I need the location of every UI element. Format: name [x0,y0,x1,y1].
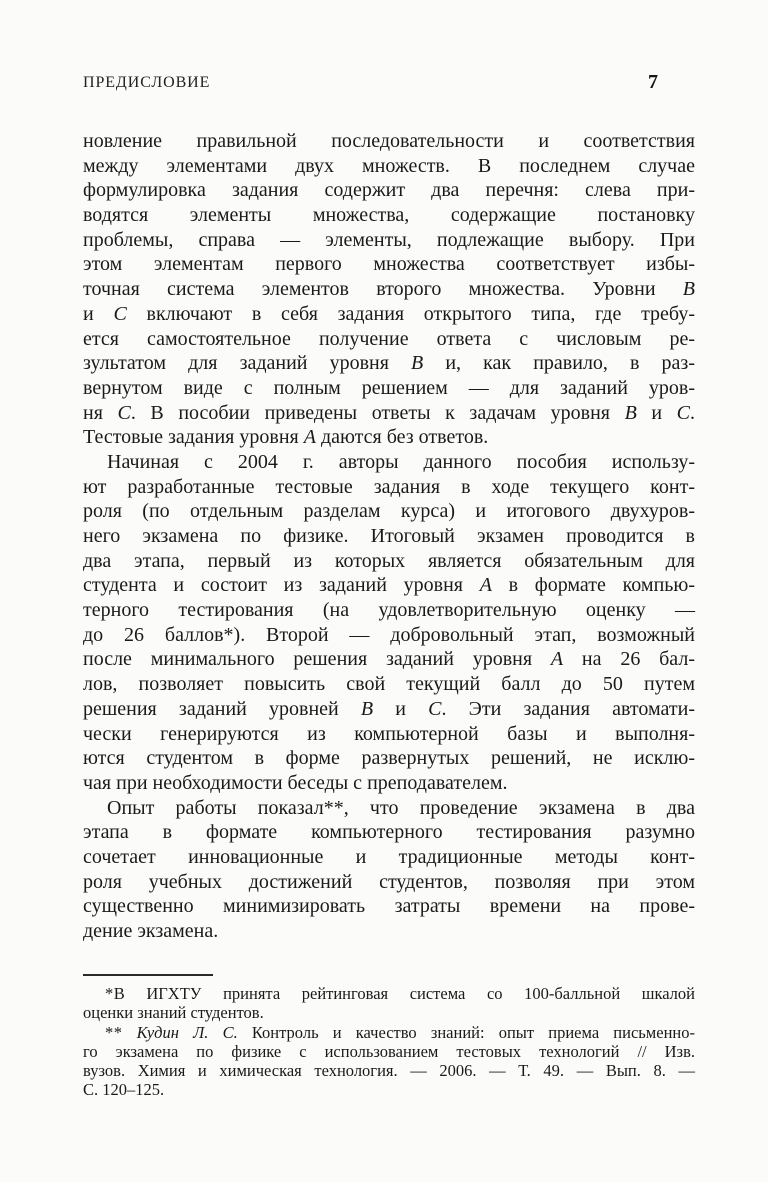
text-line: Опыт работы показал**, что проведение экзамена в два [107,796,695,819]
text-line: оценки знаний студентов. [83,1003,264,1023]
footnote-marker: ** [105,1022,123,1042]
text-line: сочетает инновационные и традиционные методы конт- [83,845,695,868]
text-line: точная система элементов второго множества. Уровни B [83,278,695,301]
text-line: лов, позволяет повысить свой текущий балл до 50 путем [83,673,695,696]
text-line: водятся элементы множества, содержащие постановку [83,204,695,227]
text-line: формулировка задания содержит два перечня: слева при- [83,179,695,202]
text-line: и C включают в себя задания открытого типа, где требу- [83,302,696,325]
footnote-marker: * [105,984,114,1003]
text-line: до 26 баллов*). Второй — добровольный этап, возможный [83,623,695,646]
text-line: го экзамена по физике с использованием тестовых технологий // Изв. [83,1041,695,1061]
text-line: роля (по отдельным разделам курса) и итогового двухуров- [83,500,695,523]
page-number: 7 [648,71,658,93]
text-line: ется самостоятельное получение ответа с числовым ре- [83,327,695,350]
text-line: этапа в формате компьютерного тестирования разумно [83,821,695,844]
text-line: терного тестирования (на удовлетворительную оценку — [83,599,695,622]
text-line: ются студентом в форме развернутых решений, не исклю- [83,747,695,770]
text-line: Начиная с 2004 г. авторы данного пособия использу- [107,450,695,473]
text-line: *В ИГХТУ принята рейтинговая система со 100-балльной шкалой [105,984,695,1003]
text-line: проблемы, справа — элементы, подлежащие выбору. При [83,228,695,251]
text-line: чески генерируются из компьютерной базы и выполня- [83,722,695,745]
running-title: ПРЕДИСЛОВИЕ [83,74,211,91]
body-text [83,129,695,944]
text-line: вузов. Химия и химическая технология. — 2006. — Т. 49. — Вып. 8. — [83,1061,695,1081]
text-line: дение экзамена. [83,920,219,942]
text-line: зультатом для заданий уровня B и, как правило, в раз- [83,352,695,375]
text-line: ня C. В пособии приведены ответы к задачам уровня B и C. [83,401,695,424]
text-line: новление правильной последовательности и соответствия [83,130,695,152]
footnote-text [83,984,695,1100]
text-line: ют разработанные тестовые задания в ходе текущего конт- [83,475,695,498]
text-line: ** Кудин Л. С. Контроль и качество знаний: опыт приема письменно- [105,1022,695,1042]
footnotes-section [83,974,695,1100]
footnote-separator-rule [83,974,213,976]
footnote-author: Кудин Л. С. [122,1022,238,1042]
text-line: студента и состоит из заданий уровня A в формате компью- [83,574,696,597]
text-line: вернутом виде с полным решением — для заданий уров- [83,376,695,399]
text-line: два этапа, первый из которых является обязательным для [83,549,695,572]
text-line: между элементами двух множеств. В последнем случае [83,154,695,177]
text-line: решения заданий уровней B и C. Эти задания автомати- [83,697,695,720]
text-line: роля учебных достижений студентов, позволяя при этом [83,870,695,893]
text-line: этом элементам первого множества соответствует избы- [83,253,695,276]
text-line: чая при необходимости беседы с преподавателем. [83,771,508,794]
text-line: Тестовые задания уровня A даются без ответов. [83,426,489,449]
text-line: существенно минимизировать затраты времени на прове- [83,895,695,918]
text-line: после минимального решения заданий уровня A на 26 бал- [83,648,695,671]
text-line: него экзамена по физике. Итоговый экзамен проводится в [83,525,695,547]
text-line: С. 120–125. [83,1080,165,1100]
